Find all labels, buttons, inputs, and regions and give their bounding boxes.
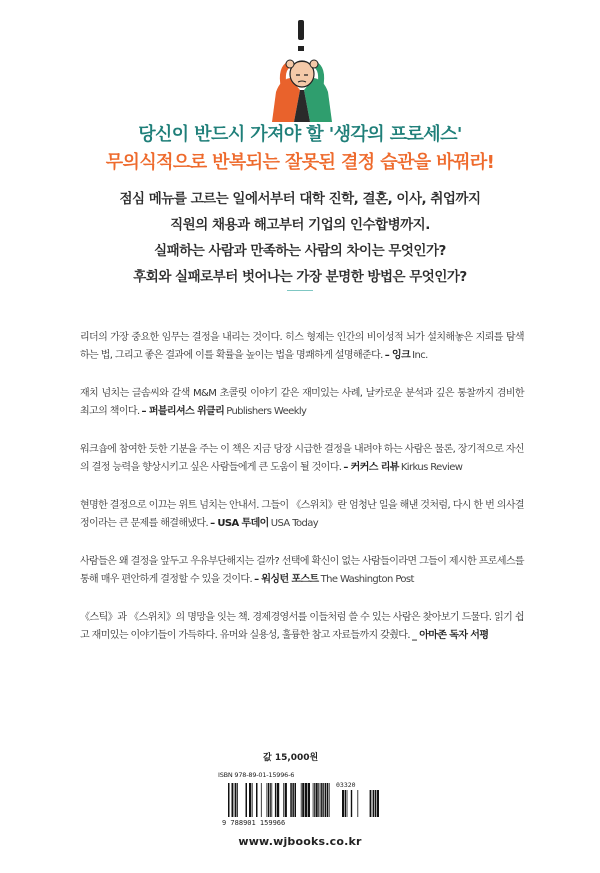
divider (287, 290, 313, 291)
review-source: – 워싱턴 포스트 (254, 574, 319, 585)
review-item (80, 329, 524, 365)
review-text: 워크숍에 참여한 듯한 기분을 주는 이 책은 지금 당장 시급한 결정을 내려야 하는 사람은 물론, 장기적으로 자신의 결정 능력을 향상시키고 싶은 사람들에게 큰 도움이 될 것이다. (80, 444, 524, 473)
barcode-bar (327, 783, 329, 817)
barcode-addon-bar (377, 790, 379, 817)
barcode-bar (228, 783, 230, 817)
barcode-bar (261, 783, 262, 817)
barcode-bar (275, 783, 277, 817)
barcode-bar (283, 783, 284, 817)
price-label: 값 15,000원 (263, 753, 319, 763)
barcode-bar (252, 783, 253, 817)
barcode-bar (270, 783, 271, 817)
review-list (80, 319, 524, 665)
question-line: 후회와 실패로부터 벗어나는 가장 분명한 방법은 무엇인가? (133, 269, 467, 285)
barcode-addon-bar (347, 790, 348, 817)
website-url[interactable]: www.wjbooks.co.kr (238, 835, 362, 848)
person-holding-head-icon (262, 18, 342, 124)
barcode-bar (237, 783, 238, 817)
barcode-bar (277, 783, 279, 817)
review-source-en: Kirkus Review (400, 462, 463, 473)
review-source: – USA 투데이 (210, 518, 269, 529)
question-line: 실패하는 사람과 만족하는 사람의 차이는 무엇인가? (154, 243, 446, 259)
barcode-bar (321, 783, 323, 817)
barcode-addon-bar (373, 790, 374, 817)
review-source-en: The Washington Post (320, 574, 414, 585)
review-source: – 커커스 리뷰 (343, 462, 399, 473)
barcode-addon-bar (345, 790, 346, 817)
review-item (80, 609, 524, 645)
barcode-bar (267, 783, 268, 817)
barcode-bar (232, 783, 234, 817)
barcode-bar (305, 783, 307, 817)
barcode-bar (323, 783, 324, 817)
barcode-bars (228, 783, 379, 817)
barcode-addon-bar (370, 790, 371, 817)
barcode-addon-bar (372, 790, 373, 817)
review-text: 리더의 가장 중요한 임무는 결정을 내리는 것이다. 히스 형제는 인간의 비이성적 뇌가 설치해놓은 지뢰를 탐색하는 법, 그리고 좋은 결과에 이를 확률을 높이는 법을 명쾌하게 설명해준다. (80, 332, 524, 361)
barcode-bar (234, 783, 235, 817)
barcode-bar (314, 783, 315, 817)
review-source-en: Publishers Weekly (226, 406, 307, 417)
review-item (80, 385, 524, 421)
review-item (80, 553, 524, 589)
barcode-bar (246, 783, 248, 817)
barcode-bar (290, 783, 292, 817)
barcode-bar (318, 783, 319, 817)
barcode-addon-bar (357, 790, 358, 817)
review-source: – 잉크 (384, 350, 411, 361)
review-source-en: Inc. (412, 350, 428, 361)
barcode-digits: 9 788901 159966 (222, 819, 286, 827)
barcode-addon-bar (342, 790, 344, 817)
tagline-secondary: 무의식적으로 반복되는 잘못된 결정 습관을 바꿔라! (105, 152, 495, 173)
question-line: 직원의 채용과 해고부터 기업의 인수합병까지. (170, 217, 430, 233)
barcode-bar (329, 783, 330, 817)
review-source: – 퍼블리셔스 위클리 (141, 406, 225, 417)
barcode-bar (249, 783, 251, 817)
review-text: 사람들은 왜 결정을 앞두고 우유부단해지는 걸까? 선택에 확신이 없는 사람들이라면 그들이 제시한 프로세스를 통해 매우 편안하게 결정할 수 있을 것이다. (80, 556, 524, 585)
review-source-en: USA Today (270, 518, 319, 529)
barcode-bar (268, 783, 270, 817)
review-item (80, 497, 524, 533)
barcode-bar (316, 783, 318, 817)
review-item (80, 441, 524, 477)
barcode-bar (313, 783, 314, 817)
barcode-bar (320, 783, 321, 817)
question-line: 점심 메뉴를 고르는 일에서부터 대학 진학, 결혼, 이사, 취업까지 (119, 191, 481, 207)
isbn-label: ISBN 978-89-01-15996-6 (218, 771, 295, 779)
barcode-bar (295, 783, 297, 817)
barcode-bar (292, 783, 294, 817)
review-text: 재치 넘치는 글솜씨와 갈색 M&M 초콜릿 이야기 같은 재미있는 사례, 날카로운 분석과 깊은 통찰까지 겸비한 최고의 책이다. (80, 388, 524, 417)
barcode-addon: 03320 (336, 781, 356, 789)
tagline-primary: 당신이 반드시 가져야 할 '생각의 프로세스' (138, 124, 462, 145)
review-text: 현명한 결정으로 이끄는 위트 넘치는 안내서. 그들이 《스위치》란 엄청난 일을 해낸 것처럼, 다시 한 번 의사결정이라는 큰 문제를 해결해냈다. (80, 500, 524, 529)
barcode-addon-bar (351, 790, 352, 817)
barcode-icon (220, 781, 384, 827)
barcode-bar (301, 783, 302, 817)
barcode-bar (302, 783, 304, 817)
barcode-bar (308, 783, 310, 817)
barcode-bar (285, 783, 287, 817)
review-source: _ 아마존 독자 서평 (411, 630, 489, 641)
barcode-bar (325, 783, 327, 817)
barcode-bar (271, 783, 272, 817)
barcode-addon-bar (375, 790, 376, 817)
barcode-bar (256, 783, 258, 817)
review-text: 《스틱》과 《스위치》의 명망을 잇는 책. 경제경영서를 이들처럼 쓸 수 있는 사람은 찾아보기 드물다. 읽기 쉽고 재미있는 이야기들이 가득하다. 유머와 실용성, 훌륭한 참고 자료들까지 갖췄다. (80, 612, 524, 641)
question-block (0, 186, 600, 290)
barcode-bar (235, 783, 237, 817)
